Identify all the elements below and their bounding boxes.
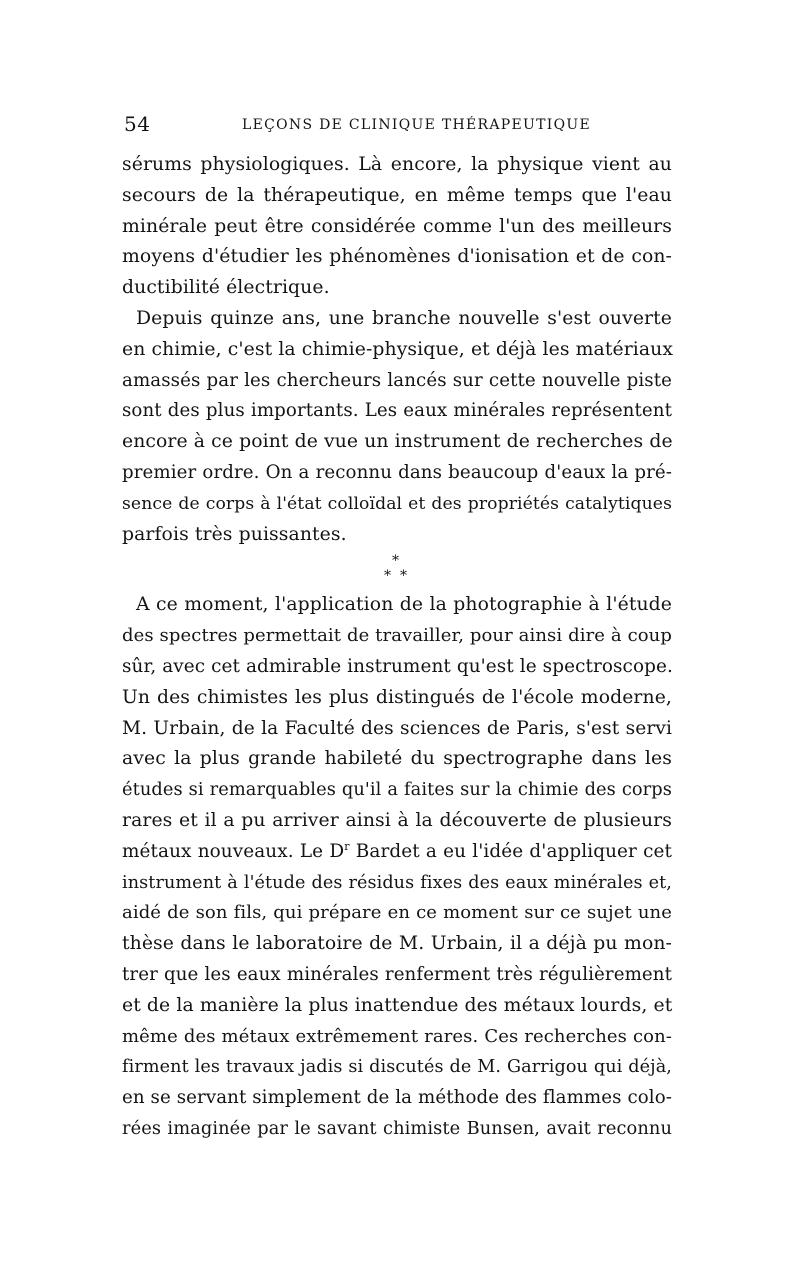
text-line: sence de corps à l'état colloïdal et des propriétés catalytiques (122, 493, 672, 514)
page-header (124, 112, 672, 140)
text-line: minérale peut être considérée comme l'un des meilleurs (122, 215, 672, 237)
paragraph-2 (122, 304, 672, 550)
text-line: premier ordre. On a reconnu dans beaucoup d'eaux la pré- (122, 461, 672, 483)
text-line: rées imaginée par le savant chimiste Bunsen, avait reconnu (122, 1117, 672, 1139)
text-segment: Bardet a eu l'idée d'appliquer cet (349, 840, 672, 862)
superscript: r (344, 839, 350, 853)
running-head: LEÇONS DE CLINIQUE THÉRAPEUTIQUE (242, 117, 591, 133)
text-line: parfois très puissantes. (122, 523, 347, 545)
text-segment: métaux nouveaux. Le D (122, 840, 345, 862)
svg-text:*: * (384, 568, 391, 585)
text-line: sont des plus importants. Les eaux minérales représentent (122, 400, 672, 422)
text-line: A ce moment, l'application de la photographie à l'étude (136, 594, 672, 616)
text-line: des spectres permettait de travailler, pour ainsi dire à coup (122, 625, 672, 647)
text-line: et de la manière la plus inattendue des métaux lourds, et (122, 994, 673, 1016)
text-line: ductibilité électrique. (122, 277, 330, 299)
text-line: Un des chimistes les plus distingués de l'école moderne, (122, 686, 672, 708)
svg-text:*: * (392, 554, 399, 570)
asterism-ornament (122, 550, 672, 590)
page-number: 54 (124, 112, 151, 136)
body-text (122, 150, 672, 1145)
svg-text:*: * (400, 568, 407, 585)
text-line: sûr, avec cet admirable instrument qu'est le spectroscope. (122, 655, 673, 677)
text-line: encore à ce point de vue un instrument de recherches de (122, 431, 673, 453)
text-line: firment les travaux jadis si discutés de M. Garrigou qui déjà, (122, 1057, 672, 1078)
text-line: sérums physiologiques. Là encore, la physique vient au (122, 154, 672, 175)
text-line: secours de la thérapeutique, en même temps que l'eau (122, 184, 672, 206)
text-line: en se servant simplement de la méthode des flammes colo- (122, 1087, 673, 1109)
asterism-icon (378, 554, 418, 584)
text-line: avec la plus grande habileté du spectrographe dans les (122, 748, 672, 770)
text-line: M. Urbain, de la Faculté des sciences de Paris, s'est servi (122, 717, 672, 739)
text-line: même des métaux extrêmement rares. Ces recherches con- (122, 1025, 672, 1047)
text-line: Depuis quinze ans, une branche nouvelle s'est ouverte (136, 307, 672, 329)
text-line: en chimie, c'est la chimie-physique, et déjà les matériaux (122, 338, 674, 360)
text-line: instrument à l'étude des résidus fixes des eaux minérales et, (122, 872, 672, 893)
text-line: amassés par les chercheurs lancés sur cette nouvelle piste (122, 369, 672, 391)
text-line: trer que les eaux minérales renferment très régulièrement (122, 963, 672, 985)
paragraph-3 (122, 590, 672, 1144)
text-line: moyens d'étudier les phénomènes d'ionisation et de con- (122, 246, 672, 268)
text-line: rares et il a pu arriver ainsi à la découverte de plusieurs (122, 809, 672, 831)
paragraph-1 (122, 150, 672, 304)
text-line: aidé de son fils, qui prépare en ce moment sur ce sujet une (122, 902, 672, 924)
text-line: études si remarquables qu'il a faites sur la chimie des corps (122, 779, 672, 801)
text-line (122, 837, 672, 868)
text-line: thèse dans le laboratoire de M. Urbain, il a déjà pu mon- (122, 933, 672, 955)
